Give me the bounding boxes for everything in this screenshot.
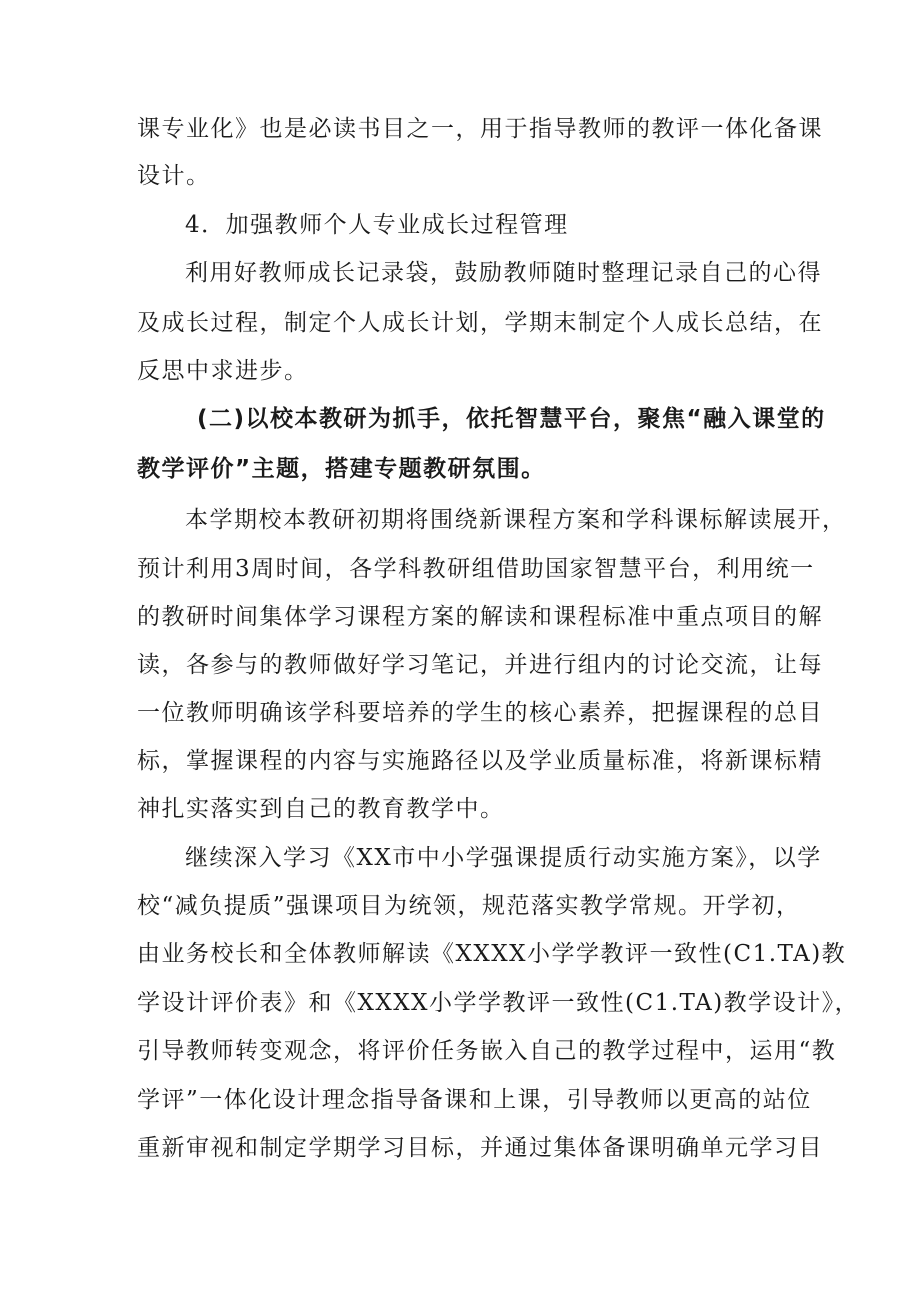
paragraph-line: 读，各参与的教师做好学习笔记，并进行组内的讨论交流，让每 bbox=[137, 652, 823, 678]
section-heading: 教学评价”主题，搭建专题教研氛围。 bbox=[137, 456, 546, 482]
paragraph-line: 本学期校本教研初期将围绕新课程方案和学科课标解读展开， bbox=[185, 507, 847, 533]
paragraph-line: 校“减负提质”强课项目为统领，规范落实教学常规。开学初， bbox=[137, 893, 801, 919]
paragraph-line: 反思中求进步。 bbox=[137, 358, 309, 384]
paragraph-line: 的教研时间集体学习课程方案的解读和课程标准中重点项目的解 bbox=[137, 604, 823, 630]
section-item-title: 4．加强教师个人专业成长过程管理 bbox=[185, 212, 569, 238]
paragraph-line: 重新审视和制定学期学习目标，并通过集体备课明确单元学习目 bbox=[137, 1135, 823, 1161]
paragraph-line: 设计。 bbox=[137, 163, 211, 189]
paragraph-line: 学设计评价表》和《XXXX小学学教评一致性(C1.TA)教学设计》， bbox=[137, 990, 860, 1016]
paragraph-line: 及成长过程，制定个人成长计划，学期末制定个人成长总结，在 bbox=[137, 310, 823, 336]
paragraph-line: 预计利用3周时间，各学科教研组借助国家智慧平台，利用统一 bbox=[137, 556, 815, 582]
paragraph-line: 继续深入学习《XX市中小学强课提质行动实施方案》，以学 bbox=[185, 845, 822, 871]
paragraph-line: 由业务校长和全体教师解读《XXXX小学学教评一致性(C1.TA)教 bbox=[137, 941, 847, 967]
paragraph-line: 标，掌握课程的内容与实施路径以及学业质量标准，将新课标精 bbox=[137, 748, 823, 774]
section-heading: (二)以校本教研为抓手，依托智慧平台，聚焦“融入课堂的 bbox=[197, 406, 826, 432]
paragraph-line: 引导教师转变观念，将评价任务嵌入自己的教学过程中，运用“教 bbox=[137, 1038, 837, 1064]
paragraph-line: 神扎实落实到自己的教育教学中。 bbox=[137, 796, 505, 822]
paragraph-line: 利用好教师成长记录袋，鼓励教师随时整理记录自己的心得 bbox=[185, 260, 822, 286]
paragraph-line: 学评”一体化设计理念指导备课和上课，引导教师以更高的站位 bbox=[137, 1087, 812, 1113]
paragraph-line: 一位教师明确该学科要培养的学生的核心素养，把握课程的总目 bbox=[137, 700, 823, 726]
paragraph-line: 课专业化》也是必读书目之一，用于指导教师的教评一体化备课 bbox=[137, 116, 823, 142]
